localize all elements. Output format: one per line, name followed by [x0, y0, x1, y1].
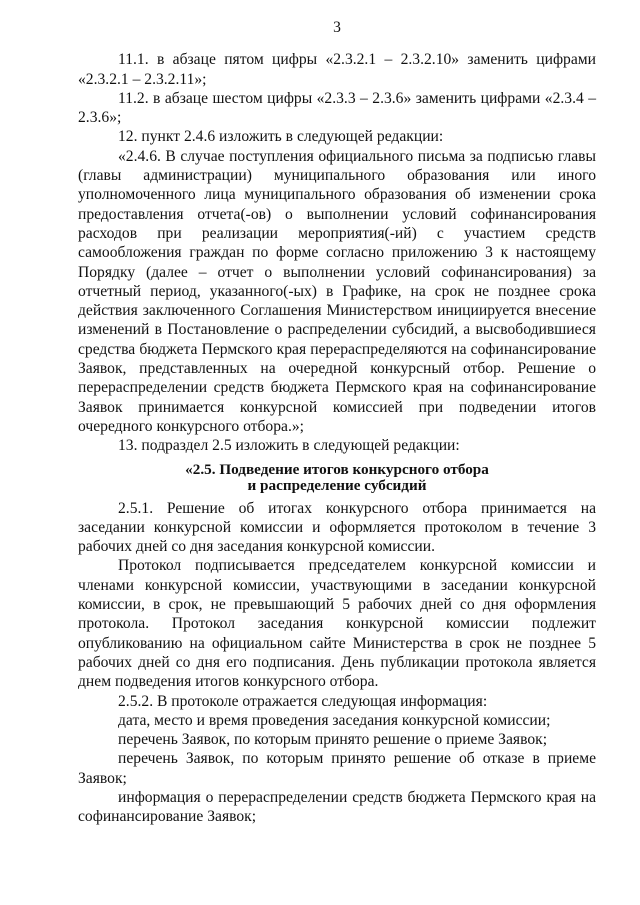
- paragraph-2-4-6: «2.4.6. В случае поступления официального письма за подписью главы (главы администрации) муниципального образования или иного уполномоченного лица муниципального образования об изменении срока предоставления отчета(-ов) о выполнении условий софинансирования расходов при реализации мероприятия(-ий) с участием средств самообложения граждан по форме согласно приложению 3 к настоящему Порядку (далее – отчет о выполнении условий софинансирования) за отчетный период, указанного(-ых) в Графике, на срок не позднее срока действия заключенного Соглашения Министерством инициируется внесение изменений в Постановление о распределении субсидий, а высвободившиеся средства бюджета Пермского края перераспределяются на софинансирование Заявок, представленных на очередной конкурсный отбор. Решение о перераспределении средств бюджета Пермского края на софинансирование Заявок принимается конкурсной комиссией при подведении итогов очередного конкурсного отбора.»;: [78, 147, 596, 435]
- paragraph-11-2: 11.2. в абзаце шестом цифры «2.3.3 – 2.3.6» заменить цифрами «2.3.4 – 2.3.6»;: [78, 89, 596, 127]
- list-item-accepted-applications: перечень Заявок, по которым принято решение о приеме Заявок;: [118, 731, 548, 749]
- list-item-rejected-applications: перечень Заявок, по которым принято решение об отказе в приеме Заявок;: [78, 750, 596, 787]
- paragraph-12: 12. пункт 2.4.6 изложить в следующей редакции:: [118, 128, 444, 146]
- heading-line-2: и распределение субсидий: [247, 476, 427, 494]
- section-heading-2-5: [78, 462, 596, 494]
- paragraph-2-5-1: 2.5.1. Решение об итогах конкурсного отбора принимается на заседании конкурсной комиссии и оформляется протоколом в течение 3 рабочих дней со дня заседания конкурсной комиссии.: [78, 499, 596, 556]
- paragraph-protocol: Протокол подписывается председателем конкурсной комиссии и членами конкурсной комиссии, участвующими в заседании конкурсной комиссии, в срок, не превышающий 5 рабочих дней со дня оформления протокола. Протокол заседания конкурсной комиссии подлежит опубликованию на официальном сайте Министерства в срок не позднее 5 рабочих дней со дня его подписания. День публикации протокола является днем подведения итогов конкурсного отбора.: [78, 557, 596, 691]
- list-item-meeting-info: дата, место и время проведения заседания конкурсной комиссии;: [118, 711, 551, 729]
- list-item-redistribution-info: информация о перераспределении средств бюджета Пермского края на софинансирование Заявок;: [78, 788, 596, 826]
- paragraph-13: 13. подраздел 2.5 изложить в следующей редакции:: [118, 437, 460, 455]
- paragraph-2-5-2: 2.5.2. В протоколе отражается следующая информация:: [118, 692, 488, 710]
- paragraph-11-1: 11.1. в абзаце пятом цифры «2.3.2.1 – 2.3.2.10» заменить цифрами «2.3.2.1 – 2.3.2.11»;: [78, 51, 596, 88]
- page-number: 3: [333, 19, 341, 36]
- heading-line-1: «2.5. Подведение итогов конкурсного отбора: [185, 460, 489, 478]
